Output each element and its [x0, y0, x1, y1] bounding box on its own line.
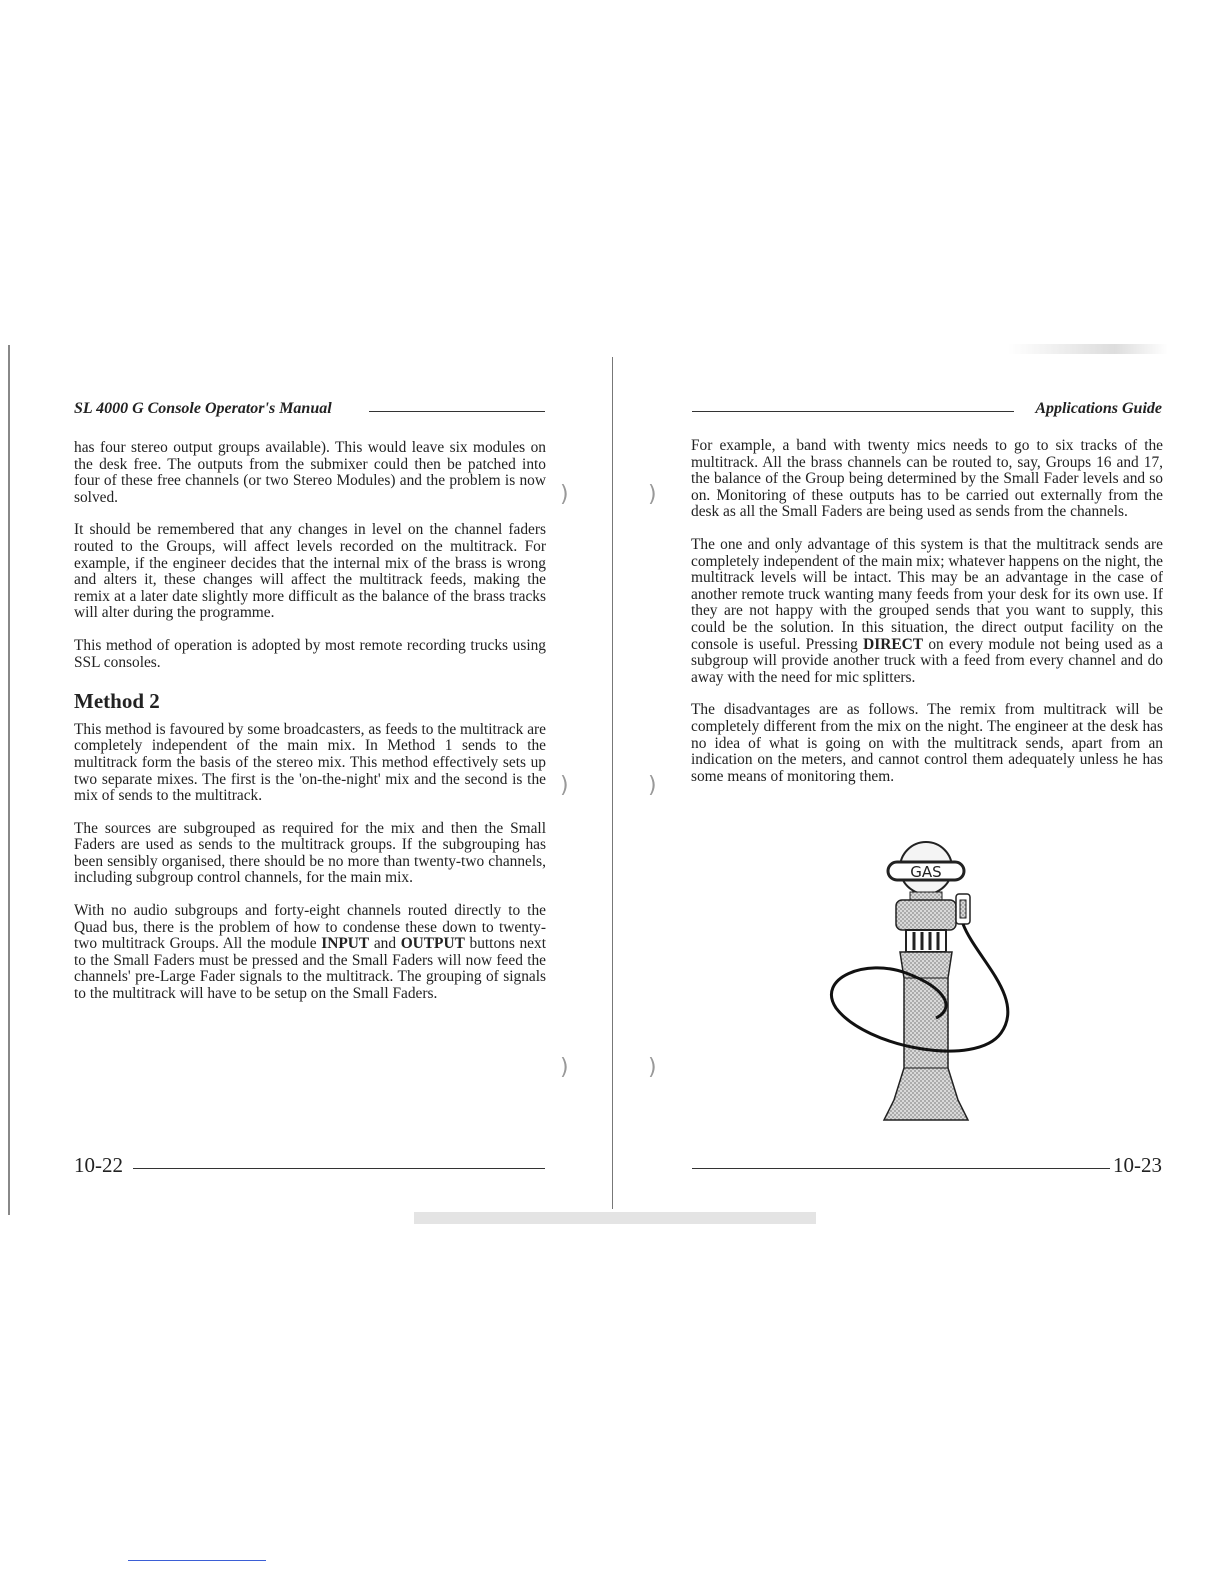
bold-term: DIRECT — [863, 635, 924, 653]
paragraph: For example, a band with twenty mics needs to go to six tracks of the multitrack. All the brass channels can be routed to, say, Groups 16 and 17, the balance of the Group being determined by the Small Fader levels and so on. Monitoring of these outputs has to be carried out externally from the desk as all the Small Faders are being used as sends from the channels. — [691, 437, 1163, 521]
right-page-body — [691, 438, 1163, 801]
paragraph: This method of operation is adopted by most remote recording trucks using SSL consoles. — [74, 636, 546, 671]
paragraph: This method is favoured by some broadcasters, as feeds to the multitrack are completely independent of the main mix. In Method 1 sends to the multitrack form the basis of the stereo mix. This method effectively sets up two separate mixes. The first is the 'on-the-night' mix and the second is the mix of sends to the multitrack. — [74, 720, 546, 805]
footer-rule — [133, 1168, 545, 1169]
right-page-number: 10-23 — [1113, 1153, 1162, 1177]
binder-hole-icon: ) — [648, 482, 657, 507]
text-run: The one and only advantage of this system is that the multitrack sends are completely independent of the main mix; whatever happens on the night, the multitrack levels will be intact. This may be an advantage in the case of another remote truck wanting many feeds from your desk for its own use. If they are not happy with the grouped sends that you want to supply, this could be the solution. In this situation, the direct output facility on the console is useful. Pressing — [691, 535, 1163, 653]
link-underline — [128, 1560, 266, 1561]
gas-sign-label: GAS — [910, 863, 942, 881]
book-spine — [612, 357, 613, 1209]
page-edge — [8, 345, 10, 1215]
binder-hole-icon: ) — [560, 773, 569, 798]
paragraph — [691, 537, 1163, 686]
left-page-header: SL 4000 G Console Operator's Manual — [74, 400, 332, 417]
binder-hole-icon: ) — [560, 482, 569, 507]
header-rule — [369, 411, 545, 412]
text-run: on every module not being used as a subgroup will provide another truck with a feed from every channel and do away with the need for mic splitters. — [691, 635, 1163, 686]
text-run: buttons next to the Small Faders must be pressed and the Small Faders will now feed the channels' pre-Large Fader signals to the multitrack. The grouping of signals to the multitrack will have to be setup on the Small Faders. — [74, 935, 546, 1003]
left-page-number: 10-22 — [74, 1153, 123, 1177]
scan-shadow — [414, 1212, 816, 1224]
left-page-body — [74, 440, 546, 1019]
paragraph — [74, 903, 546, 1003]
section-heading: Method 2 — [74, 689, 160, 714]
binder-hole-icon: ) — [648, 1055, 657, 1080]
paragraph: The sources are subgrouped as required for the mix and then the Small Faders are used as sends to the multitrack groups. If the subgrouping has been sensibly organised, there should be no more than twenty-two channels, including subgroup control channels, for the main mix. — [74, 819, 546, 887]
text-run: With no audio subgroups and forty-eight channels routed directly to the Quad bus, there is the problem of how to condense these down to twenty-two multitrack Groups. All the module — [74, 902, 546, 953]
paragraph: has four stereo output groups available). This would leave six modules on the desk free. The outputs from the submixer could then be patched into four of these free channels (or two Stereo Modules) and the problem is now solved. — [74, 439, 546, 506]
header-rule — [692, 411, 1014, 412]
paragraph: It should be remembered that any changes in level on the channel faders routed to the Groups, will affect levels recorded on the multitrack. For example, if the engineer decides that the internal mix of the brass is wrong and alters it, these changes will affect the multitrack feeds, making the remix at a later date slightly more difficult as the balance of the brass tracks will alter during the programme. — [74, 521, 546, 622]
scan-smudge — [1008, 344, 1168, 354]
binder-hole-icon: ) — [648, 773, 657, 798]
binder-hole-icon: ) — [560, 1055, 569, 1080]
gas-pump-illustration — [826, 838, 1026, 1124]
text-run: and — [369, 935, 401, 953]
footer-rule — [692, 1168, 1110, 1169]
bold-term: OUTPUT — [400, 935, 465, 953]
bold-term: INPUT — [321, 935, 370, 953]
right-page-header: Applications Guide — [1035, 400, 1162, 417]
paragraph: The disadvantages are as follows. The remix from multitrack will be completely different from the mix on the night. The engineer at the desk has no idea of what is going on with the multitrack sends, apart from an indication on the meters, and cannot control them adequately unless he has some means of monitoring them. — [691, 701, 1163, 785]
